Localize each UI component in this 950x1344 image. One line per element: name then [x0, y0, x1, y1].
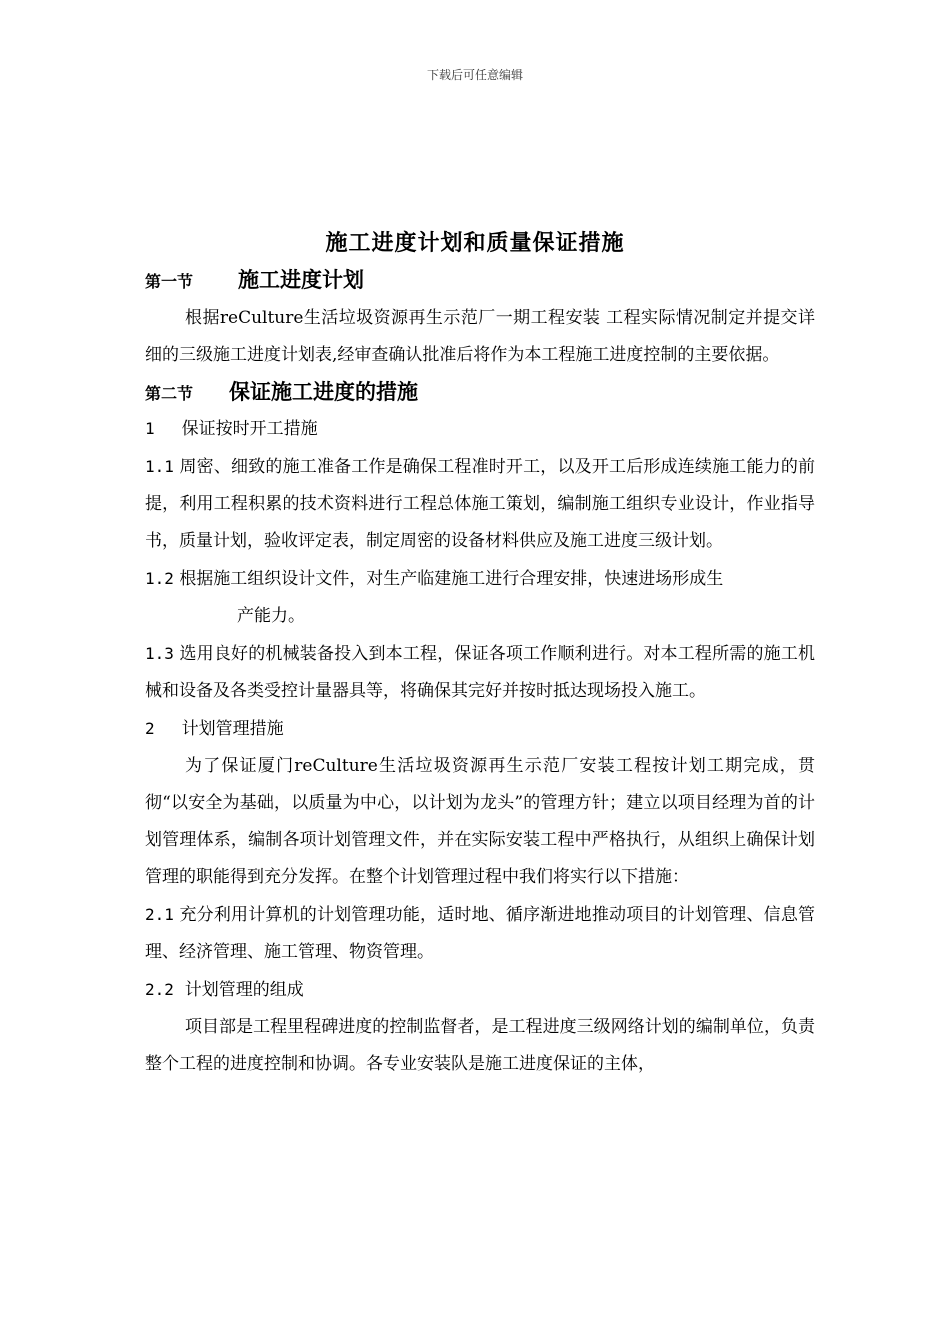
item-2-1	[145, 896, 815, 971]
item-1-2-number: 1.2	[145, 569, 174, 588]
header-note: 下载后可任意编辑	[426, 68, 523, 82]
section-2-heading	[145, 376, 815, 410]
item-2-2-title: 计划管理的组成	[184, 980, 304, 1000]
section-1-heading	[145, 264, 815, 298]
section-1-number: 第一节	[145, 272, 194, 291]
item-2-title: 计划管理措施	[181, 719, 284, 739]
item-1-2-text-line1: 根据施工组织设计文件，对生产临建施工进行合理安排，快速进场形成生	[179, 569, 724, 589]
item-1-1	[145, 448, 815, 560]
item-2-paragraph: 为了保证厦门reCulture生活垃圾资源再生示范厂安装工程按计划工期完成，贯彻“以安全为基础，以质量为中心，以计划为龙头”的管理方针；建立以项目经理为首的计划管理体系，编制各项计划管理文件，并在实际安装工程中严格执行，从组织上确保计划管理的职能得到充分发挥。在整个计划管理过程中我们将实行以下措施：	[145, 756, 815, 887]
section-2-number: 第二节	[145, 384, 194, 403]
item-1-3	[145, 635, 815, 710]
item-2-1-text: 充分利用计算机的计划管理功能，适时地、循序渐进地推动项目的计划管理、信息管理、经济管理、施工管理、物资管理。	[145, 905, 816, 962]
section-2-title: 保证施工进度的措施	[229, 380, 419, 404]
item-2-2-number: 2.2	[145, 980, 174, 999]
item-1-3-text: 选用良好的机械装备投入到本工程，保证各项工作顺利进行。对本工程所需的施工机械和设备及各类受控计量器具等，将确保其完好并按时抵达现场投入施工。	[145, 644, 816, 701]
section-1-title: 施工进度计划	[238, 268, 365, 292]
item-1-heading	[145, 410, 815, 448]
item-1-2-text-line2: 产能力。	[237, 606, 305, 626]
document-body	[145, 264, 815, 1083]
document-title: 施工进度计划和质量保证措施	[325, 231, 625, 256]
item-2-2-heading	[145, 971, 815, 1009]
item-2-number: 2	[145, 719, 155, 738]
item-2-1-number: 2.1	[145, 905, 174, 924]
item-1-3-number: 1.3	[145, 644, 174, 663]
item-1-number: 1	[145, 419, 155, 438]
item-1-title: 保证按时开工措施	[181, 419, 318, 439]
item-1-2	[145, 560, 815, 635]
item-2-heading	[145, 710, 815, 748]
item-2-2-paragraph: 项目部是工程里程碑进度的控制监督者，是工程进度三级网络计划的编制单位，负责整个工程的进度控制和协调。各专业安装队是施工进度保证的主体，	[145, 1017, 815, 1074]
item-1-1-text: 周密、细致的施工准备工作是确保工程准时开工，以及开工后形成连续施工能力的前提，利用工程积累的技术资料进行工程总体施工策划，编制施工组织专业设计，作业指导书，质量计划，验收评定表，制定周密的设备材料供应及施工进度三级计划。	[145, 457, 816, 551]
section-1-paragraph: 根据reCulture生活垃圾资源再生示范厂一期工程安装 工程实际情况制定并提交详细的三级施工进度计划表,经审查确认批准后将作为本工程施工进度控制的主要依据。	[145, 308, 815, 365]
item-1-1-number: 1.1	[145, 457, 174, 476]
